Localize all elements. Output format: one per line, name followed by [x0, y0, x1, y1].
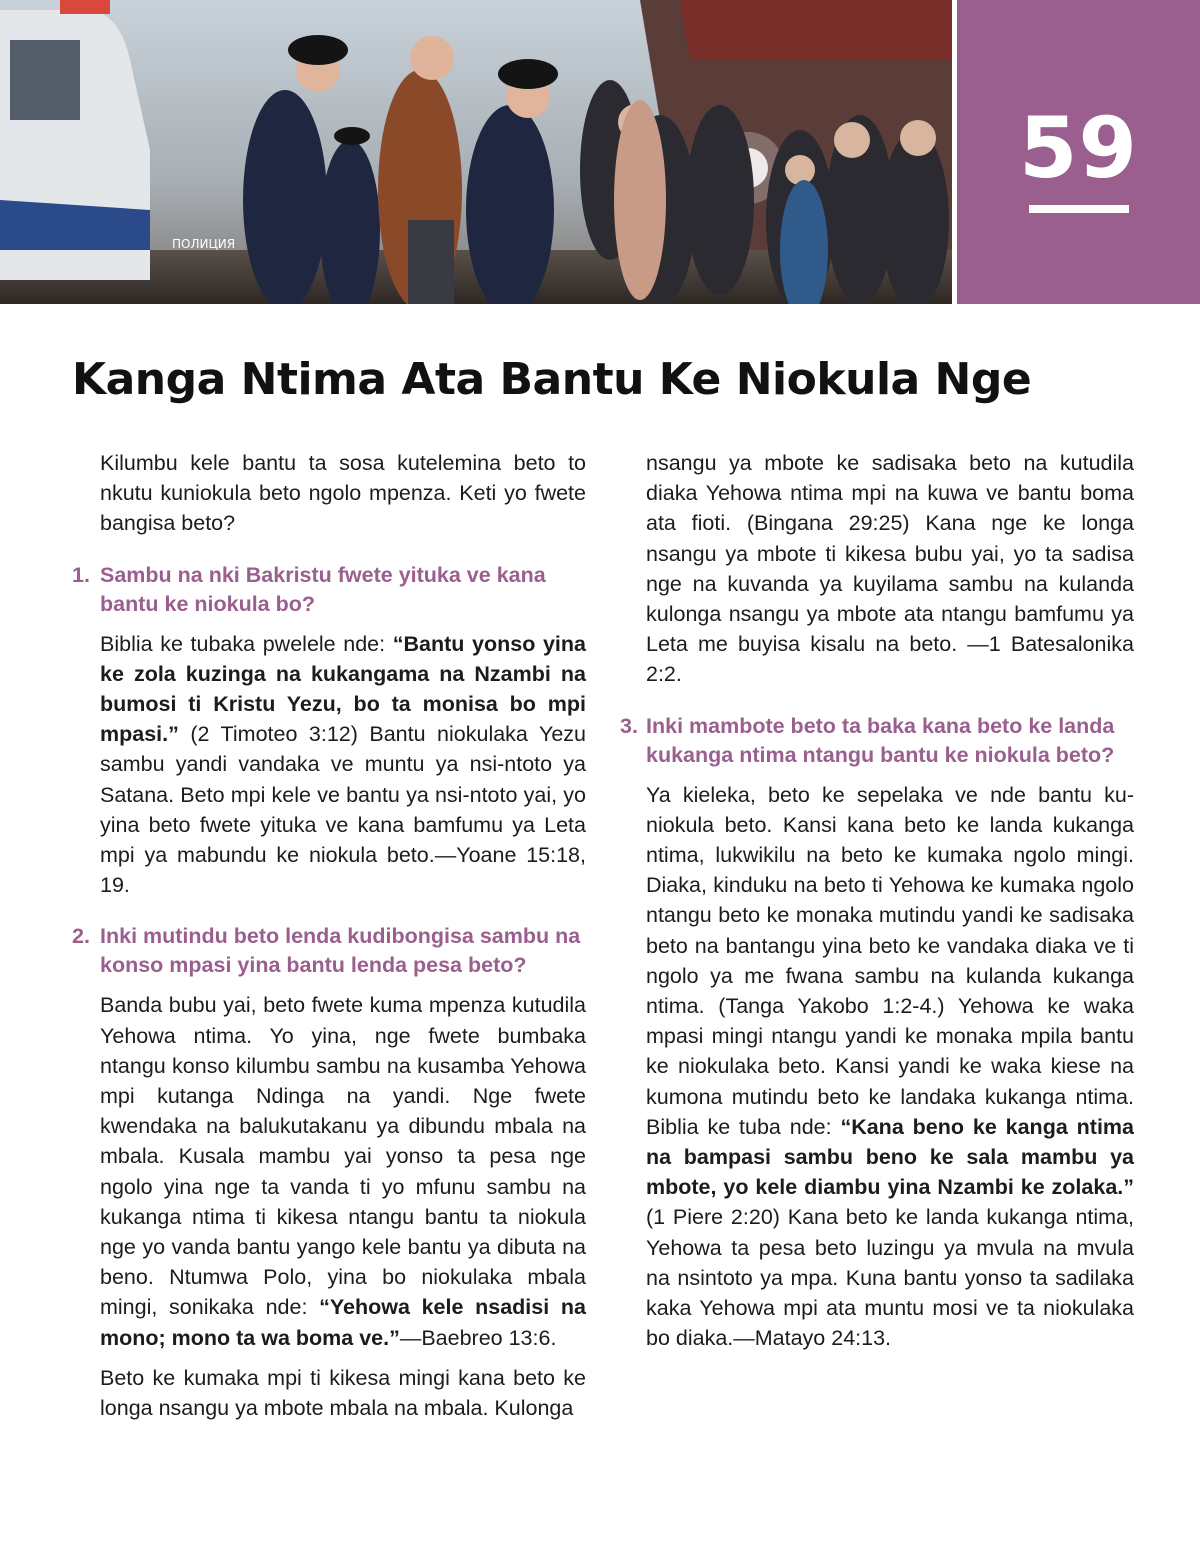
section-1-quote: “Bantu yonso yina ke zola kuzinga na kukangama na Nzambi na bumosi ti Kristu Yezu, bo ta monisa bo mpi mpasi.”: [100, 631, 586, 747]
question-2: [72, 922, 586, 980]
question-1-text: Sambu na nki Bakristu fwete yituka ve kana bantu ke niokula bo?: [100, 562, 546, 616]
section-3-text-a: Ya kieleka, beto ke sepelaka ve nde bantu kuniokula beto. Kansi kana beto ke landa kukanga ntima, lukwikilu na beto ke kumaka ngolo mingi. Diaka, kinduku na beto ti Yehowa ke kumaka ngolo ntangu beto ke monaka mutindu yandi ke sadisaka beto na bantangu yina beto ke vandaka diaka ve ti ngolo ya me fwana sambu na kulanda kukanga ntima. (Tanga Yakobo 1:2-4.) Yehowa ke waka mpasi mingi ntangu yandi ke monaka mpila bantu ke niokulaka beto. Kansi yandi ke waka kiese na kumona mutindu beto ke landaka kukanga ntima. Biblia ke tuba nde:: [646, 782, 1134, 1139]
page-title: Kanga Ntima Ata Bantu Ke Niokula Nge: [72, 354, 1032, 405]
section-3-text-b: (1 Piere 2:20) Kana beto ke landa kukanga ntima, Yehowa ta pesa beto luzingu ya mvula na mvula na nsintoto ya mpa. Kuna bantu yonso ta sadilaka kaka Yehowa mpi ata muntu mosi ve ta niokulaka bo diaka.—Matayo 24:13.: [646, 1205, 1134, 1351]
question-3: [620, 712, 1134, 770]
question-3-text: Inki mambote beto ta baka kana beto ke landa kukanga ntima ntangu bantu ke niokula beto?: [646, 713, 1115, 767]
question-2-text: Inki mutindu beto lenda kudibongisa sambu na konso mpasi yina bantu lenda pesa beto?: [100, 924, 581, 978]
question-1-number: 1.: [72, 562, 90, 587]
section-2-text-b: —Baebreo 13:6.: [399, 1325, 557, 1350]
section-2-paragraph: [100, 990, 586, 1352]
lesson-number: 59: [1019, 99, 1138, 197]
section-2-paragraph-2: Beto ke kumaka mpi ti kikesa mingi kana beto ke longa nsangu ya mbote mbala na mbala. Kulonga: [100, 1365, 586, 1421]
section-2-paragraph-2-continued: nsangu ya mbote ke sadisaka beto na kutudila diaka Yehowa ntima mpi na kuwa ve bantu boma ata fioti. (Bingana 29:25) Kana nge ke longa nsangu ya mbote ti kikesa bubu yai, yo ta sadisa nge na kuvanda ya kuyilama sambu na kulanda kulonga nsangu ya mbote ata ntangu bamfumu ya Leta me buyisa kisalu na beto. —1 Batesalonika 2:2.: [646, 451, 1134, 687]
section-2-quote: “Yehowa kele nsadisi na mono; mono ta wa boma ve.”: [100, 1295, 586, 1350]
question-2-number: 2.: [72, 924, 90, 949]
section-2-text-a: Banda bubu yai, beto fwete kuma mpenza kutudila Yehowa ntima. Yo yina, nge fwete bumbaka ntangu konso kilumbu sambu na kusamba Yehowa mpi kutanga Ndinga na yandi. Nge fwete kwendaka na balukutakanu ya dibundu mbala na mbala. Kusala mambu yai yonso ta pesa nge ngolo yina nge ta vanda ti yo mfunu sambu na kukanga ntima ti kikesa ntangu bantu ta niokula nge yo vanda bantu yango kele bantu ya dibuta na beno. Ntumwa Polo, yina bo niokulaka mbala mingi, sonikaka nde:: [100, 993, 586, 1320]
section-1-paragraph: [100, 629, 586, 901]
intro-paragraph: Kilumbu kele bantu ta sosa kutelemina beto to nkutu kuniokula beto ngolo mpenza. Keti yo fwete bangisa beto?: [100, 451, 586, 536]
section-1-text-a: Biblia ke tubaka pwelele nde:: [100, 631, 393, 656]
hero-photo: [0, 0, 952, 304]
section-1-text-b: (2 Timoteo 3:12) Bantu niokulaka Yezu sambu yandi vandaka ve muntu ya nsi-ntoto ya Satana. Beto mpi kele ve bantu ya nsi-ntoto yai, yo yina beto fwete yituka ve kana bamfumu ya Leta mpi ya mabundu ke niokula beto.—Yoane 15:18, 19.: [100, 722, 586, 898]
van-text: ПОЛИЦИЯ: [172, 237, 236, 251]
section-3-paragraph: [646, 780, 1134, 1354]
left-column: [72, 448, 586, 1433]
lesson-number-underline: [1029, 205, 1129, 213]
right-column: [620, 448, 1134, 1363]
hero-illustration: [0, 0, 952, 304]
question-1: [72, 561, 586, 619]
section-3-quote: “Kana beno ke kanga ntima na bampasi sambu beno ke sala mambu ya mbote, yo kele diambu yina Nzambi ke zolaka.”: [646, 1114, 1134, 1200]
lesson-number-box: [957, 0, 1200, 304]
question-3-number: 3.: [620, 713, 638, 738]
